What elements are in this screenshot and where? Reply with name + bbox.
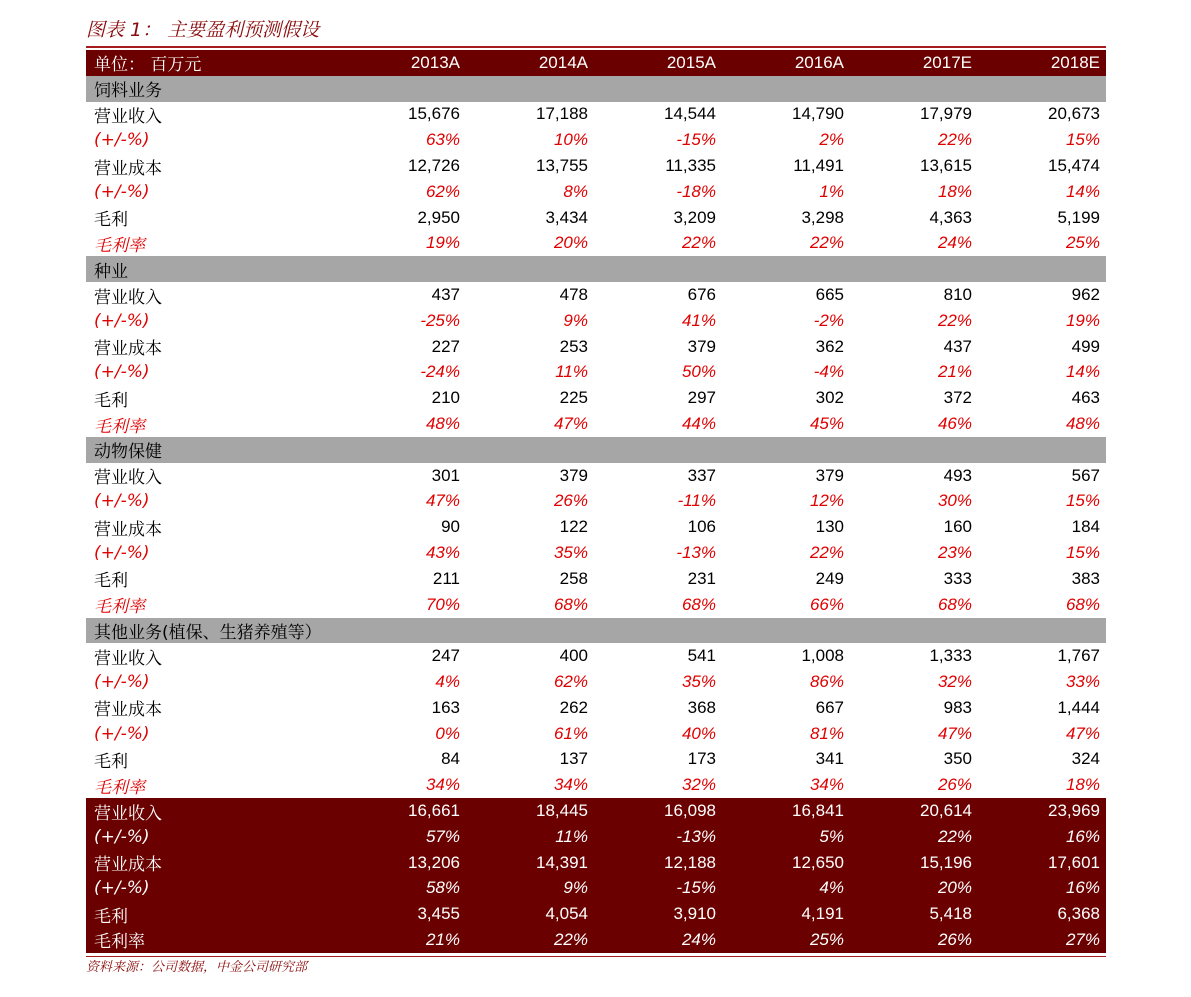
table-cell: 34% (425, 775, 460, 795)
table-cell: 122 (559, 517, 588, 537)
table-cell: 32% (681, 775, 716, 795)
summary-row (86, 901, 1106, 927)
table-row (86, 643, 1106, 669)
table-cell: 35% (553, 543, 588, 563)
row-label: 毛利率 (94, 416, 145, 437)
table-cell: 379 (687, 336, 716, 356)
table-title: 图表 1： 主要盈利预测假设 (86, 19, 320, 41)
table-cell: 35% (681, 672, 716, 692)
section-header-row (86, 437, 1106, 463)
table-cell: 48% (425, 414, 460, 434)
row-label: 毛利率 (94, 235, 145, 256)
table-row (86, 179, 1106, 205)
table-cell: 665 (815, 285, 844, 305)
table-cell: 2% (819, 130, 844, 150)
table-cell: 19% (425, 233, 460, 253)
table-cell: 16% (978, 876, 1106, 902)
title-divider (86, 46, 1106, 48)
table-cell: 372 (943, 388, 972, 408)
table-cell: 379 (815, 465, 844, 485)
row-label: 营业收入 (86, 798, 338, 824)
table-cell: 15% (1065, 130, 1100, 150)
table-row (86, 592, 1106, 618)
table-cell: 15,196 (850, 850, 978, 876)
table-cell: 68% (937, 594, 972, 614)
table-cell: 24% (594, 927, 722, 953)
row-label: (+/-%) (94, 362, 150, 383)
table-cell: 12% (809, 491, 844, 511)
table-cell: 14% (1065, 362, 1100, 382)
table-cell: -15% (676, 130, 716, 150)
table-cell: 163 (431, 697, 460, 717)
table-cell: 962 (1071, 285, 1100, 305)
table-cell: 19% (1065, 310, 1100, 330)
table-cell: 137 (559, 749, 588, 769)
row-label: 毛利率 (94, 597, 145, 618)
table-cell: 24% (937, 233, 972, 253)
table-cell: 12,726 (408, 156, 460, 176)
section-header-row (86, 76, 1106, 102)
table-cell: 86% (809, 672, 844, 692)
table-cell: 11% (466, 824, 594, 850)
table-cell: 17,601 (978, 850, 1106, 876)
table-cell: 20% (850, 876, 978, 902)
table-cell: 324 (1071, 749, 1100, 769)
row-label: 毛利 (94, 390, 128, 411)
table-cell: 676 (687, 285, 716, 305)
table-cell: -2% (813, 310, 844, 330)
table-cell: 12,188 (594, 850, 722, 876)
unit-label: 单位： 百万元 (86, 50, 338, 76)
row-label: 营业收入 (94, 106, 162, 127)
table-cell: 22% (850, 824, 978, 850)
table-cell: 15% (1065, 491, 1100, 511)
table-cell: 22% (809, 543, 844, 563)
table-row (86, 721, 1106, 747)
table-cell: 14,544 (664, 104, 716, 124)
row-label: (+/-%) (94, 181, 150, 202)
table-row (86, 231, 1106, 257)
table-cell: 130 (815, 517, 844, 537)
table-cell: 493 (943, 465, 972, 485)
table-cell: -13% (676, 543, 716, 563)
table-row (86, 411, 1106, 437)
table-cell: 541 (687, 646, 716, 666)
table-body (86, 76, 1106, 953)
table-cell: 350 (943, 749, 972, 769)
table-cell: 25% (1065, 233, 1100, 253)
table-cell: 4,054 (466, 901, 594, 927)
table-cell: -13% (594, 824, 722, 850)
table-cell: 44% (681, 414, 716, 434)
year-header: 2018E (978, 50, 1106, 76)
year-header: 2016A (722, 50, 850, 76)
table-cell: 13,206 (338, 850, 466, 876)
table-cell: 47% (553, 414, 588, 434)
row-label: (+/-%) (94, 543, 150, 564)
section-title: 种业 (86, 256, 1106, 282)
table-cell: 211 (432, 568, 460, 588)
table-cell: 13,755 (536, 156, 588, 176)
table-cell: 26% (937, 775, 972, 795)
table-cell: 337 (687, 465, 716, 485)
row-label: 毛利 (94, 571, 128, 592)
table-cell: 17,979 (920, 104, 972, 124)
table-cell: 58% (338, 876, 466, 902)
table-cell: 18,445 (466, 798, 594, 824)
table-cell: 26% (850, 927, 978, 953)
table-row (86, 489, 1106, 515)
row-label: (+/-%) (94, 491, 150, 512)
table-cell: 258 (559, 568, 588, 588)
year-header: 2015A (594, 50, 722, 76)
table-row (86, 385, 1106, 411)
table-cell: 362 (815, 336, 844, 356)
table-cell: 18% (937, 181, 972, 201)
year-header: 2014A (466, 50, 594, 76)
table-cell: 437 (431, 285, 460, 305)
table-row (86, 102, 1106, 128)
table-cell: 210 (431, 388, 460, 408)
table-cell: 41% (681, 310, 716, 330)
table-cell: 12,650 (722, 850, 850, 876)
table-cell: 84 (441, 749, 460, 769)
table-cell: 3,434 (545, 207, 588, 227)
table-cell: 11,335 (665, 156, 716, 176)
table-cell: 368 (687, 697, 716, 717)
profit-forecast-table (86, 50, 1106, 953)
table-cell: 16% (978, 824, 1106, 850)
table-cell: 68% (681, 594, 716, 614)
table-cell: 32% (937, 672, 972, 692)
table-cell: 45% (809, 414, 844, 434)
table-cell: -24% (420, 362, 460, 382)
table-cell: 22% (809, 233, 844, 253)
table-row (86, 334, 1106, 360)
row-label: 营业成本 (86, 850, 338, 876)
table-cell: 50% (681, 362, 716, 382)
table-cell: 14% (1065, 181, 1100, 201)
table-cell: 30% (937, 491, 972, 511)
row-label: (+/-%) (94, 130, 150, 151)
table-cell: 4% (435, 672, 460, 692)
table-cell: 20% (553, 233, 588, 253)
table-cell: 667 (815, 697, 844, 717)
table-cell: 23,969 (978, 798, 1106, 824)
row-label: 营业收入 (94, 287, 162, 308)
year-header: 2017E (850, 50, 978, 76)
table-cell: 48% (1065, 414, 1100, 434)
table-cell: 11,491 (793, 156, 844, 176)
table-cell: 6,368 (978, 901, 1106, 927)
table-cell: 341 (815, 749, 844, 769)
table-cell: 34% (809, 775, 844, 795)
table-row (86, 695, 1106, 721)
table-cell: 302 (815, 388, 844, 408)
table-cell: 68% (553, 594, 588, 614)
table-cell: 22% (937, 130, 972, 150)
table-cell: 15,676 (408, 104, 460, 124)
table-cell: 40% (681, 723, 716, 743)
row-label: 毛利率 (94, 777, 145, 798)
row-label: 毛利率 (86, 927, 338, 953)
table-cell: -4% (813, 362, 844, 382)
table-row (86, 153, 1106, 179)
section-header-row (86, 256, 1106, 282)
table-cell: 15% (1065, 543, 1100, 563)
table-cell: 160 (943, 517, 972, 537)
table-cell: 17,188 (536, 104, 588, 124)
table-cell: 383 (1071, 568, 1100, 588)
table-cell: 1,444 (1057, 697, 1100, 717)
table-cell: 16,661 (338, 798, 466, 824)
table-cell: 63% (425, 130, 460, 150)
table-cell: 14,391 (466, 850, 594, 876)
section-header-row (86, 618, 1106, 644)
section-title: 饲料业务 (86, 76, 1106, 102)
table-cell: 18% (1065, 775, 1100, 795)
table-cell: 15,474 (1048, 156, 1100, 176)
table-cell: 68% (1065, 594, 1100, 614)
row-label: (+/-%) (94, 310, 150, 331)
row-label: 营业收入 (94, 648, 162, 669)
table-cell: 34% (553, 775, 588, 795)
section-title: 动物保健 (86, 437, 1106, 463)
table-cell: 22% (466, 927, 594, 953)
table-cell: 3,455 (338, 901, 466, 927)
table-cell: 184 (1071, 517, 1100, 537)
table-cell: 301 (431, 465, 460, 485)
table-cell: 4,363 (929, 207, 972, 227)
table-cell: 810 (943, 285, 972, 305)
row-label: (+/-%) (94, 672, 150, 693)
table-cell: 983 (943, 697, 972, 717)
table-cell: 379 (559, 465, 588, 485)
table-cell: 463 (1071, 388, 1100, 408)
table-cell: 173 (687, 749, 716, 769)
table-cell: 262 (559, 697, 588, 717)
table-cell: 1,767 (1057, 646, 1100, 666)
summary-row (86, 927, 1106, 953)
table-row (86, 360, 1106, 386)
table-cell: 333 (943, 568, 972, 588)
table-cell: 14,790 (792, 104, 844, 124)
table-cell: -11% (677, 491, 716, 511)
table-cell: 47% (1065, 723, 1100, 743)
row-label: 毛利 (94, 751, 128, 772)
table-cell: 253 (559, 336, 588, 356)
table-cell: 11% (555, 362, 588, 382)
table-cell: 22% (681, 233, 716, 253)
table-cell: -25% (420, 310, 460, 330)
table-cell: 16,098 (594, 798, 722, 824)
table-row (86, 540, 1106, 566)
row-label: 营业收入 (94, 468, 162, 489)
source-note: 资料来源：公司数据，中金公司研究部 (86, 960, 308, 975)
table-cell: 227 (431, 336, 460, 356)
table-cell: 16,841 (722, 798, 850, 824)
table-cell: 70% (425, 594, 460, 614)
table-cell: 3,209 (673, 207, 716, 227)
year-header: 2013A (338, 50, 466, 76)
table-cell: 231 (687, 568, 716, 588)
table-cell: 5,199 (1057, 207, 1100, 227)
summary-row (86, 876, 1106, 902)
table-cell: 297 (687, 388, 716, 408)
table-cell: 66% (809, 594, 844, 614)
table-row (86, 514, 1106, 540)
table-cell: 62% (425, 181, 460, 201)
table-cell: 3,910 (594, 901, 722, 927)
row-label: 营业成本 (94, 700, 162, 721)
table-cell: 1,333 (929, 646, 972, 666)
table-cell: 90 (441, 517, 460, 537)
table-cell: 0% (435, 723, 460, 743)
row-label: 毛利 (94, 210, 128, 231)
table-cell: 247 (431, 646, 460, 666)
summary-row (86, 850, 1106, 876)
table-cell: 478 (559, 285, 588, 305)
table-row (86, 463, 1106, 489)
table-row (86, 282, 1106, 308)
summary-row (86, 824, 1106, 850)
table-cell: 2,950 (417, 207, 460, 227)
table-row (86, 669, 1106, 695)
table-cell: 437 (943, 336, 972, 356)
table-cell: 23% (937, 543, 972, 563)
table-cell: 47% (425, 491, 460, 511)
summary-row (86, 798, 1106, 824)
table-cell: 3,298 (801, 207, 844, 227)
source-divider (86, 956, 1106, 957)
table-cell: 22% (937, 310, 972, 330)
table-cell: 62% (553, 672, 588, 692)
table-cell: 21% (937, 362, 972, 382)
table-cell: 33% (1065, 672, 1100, 692)
table-cell: 10% (553, 130, 588, 150)
table-cell: 499 (1071, 336, 1100, 356)
table-cell: 5,418 (850, 901, 978, 927)
table-cell: 20,673 (1048, 104, 1100, 124)
table-cell: 46% (937, 414, 972, 434)
section-title: 其他业务(植保、生猪养殖等） (86, 618, 1106, 644)
table-cell: 1,008 (801, 646, 844, 666)
row-label: (+/-%) (86, 876, 338, 902)
table-cell: 47% (937, 723, 972, 743)
table-cell: 43% (425, 543, 460, 563)
table-cell: 249 (815, 568, 844, 588)
row-label: 营业成本 (94, 519, 162, 540)
table-cell: 21% (338, 927, 466, 953)
table-cell: 4% (722, 876, 850, 902)
table-cell: 567 (1071, 465, 1100, 485)
table-cell: 400 (559, 646, 588, 666)
table-row (86, 127, 1106, 153)
row-label: 营业成本 (94, 339, 162, 360)
table-cell: 20,614 (850, 798, 978, 824)
table-cell: 106 (687, 517, 716, 537)
table-cell: 9% (466, 876, 594, 902)
table-cell: 57% (338, 824, 466, 850)
table-row (86, 308, 1106, 334)
row-label: (+/-%) (94, 723, 150, 744)
table-cell: 81% (809, 723, 844, 743)
table-cell: 8% (563, 181, 588, 201)
row-label: 营业成本 (94, 158, 162, 179)
table-header-row (86, 50, 1106, 76)
table-row (86, 772, 1106, 798)
table-cell: 25% (722, 927, 850, 953)
table-row (86, 566, 1106, 592)
table-cell: 4,191 (722, 901, 850, 927)
table-cell: 27% (978, 927, 1106, 953)
table-cell: 9% (563, 310, 588, 330)
row-label: 毛利 (86, 901, 338, 927)
table-cell: 13,615 (920, 156, 972, 176)
row-label: (+/-%) (86, 824, 338, 850)
table-row (86, 205, 1106, 231)
table-row (86, 747, 1106, 773)
table-cell: 61% (553, 723, 588, 743)
table-cell: -18% (676, 181, 716, 201)
table-cell: 1% (819, 181, 844, 201)
table-cell: 26% (553, 491, 588, 511)
table-cell: 225 (559, 388, 588, 408)
table-cell: 5% (722, 824, 850, 850)
table-cell: -15% (594, 876, 722, 902)
